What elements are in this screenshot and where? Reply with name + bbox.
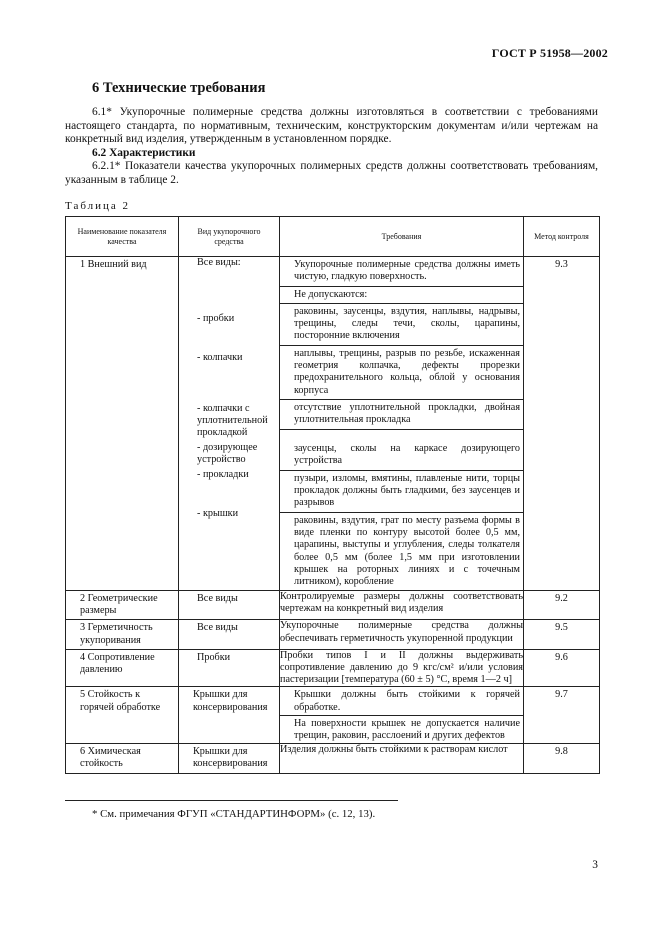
requirement: Крышки должны быть стойкими к горячей обработке. [294,689,520,713]
requirement: Не допускаются: [280,286,523,303]
section-title: 6 Технические требования [92,80,266,96]
closure-type: - дозирующее устройство [197,442,258,466]
requirement: Укупорочные полимерные средства должны иметь чистую, гладкую поверхность. [294,259,520,283]
requirement: Укупорочные полимерные средства должны обеспечивать герметичность укупоренной продукции [280,620,524,649]
closure-type-label: - колпачки с уплотнительной прокладкой [197,403,268,439]
document-header: ГОСТ Р 51958—2002 [491,46,608,60]
requirement: Пробки типов I и II должны выдерживать сопротивление давлению до 9 кгс/см² и/или условия пастеризации [температура (60 ± 5) °С, время 1—2 ч] [280,649,523,686]
closure-type: Все виды [179,620,280,649]
table-row [66,649,600,687]
requirement: отсутствие уплотнительной прокладки, двойная уплотнительная прокладка [280,399,523,429]
paragraph-6-2-1: 6.2.1* Показатели качества укупорочных полимерных средств должны соответствовать требованиям, указанным в таблице 2. [65,160,598,186]
requirement: пузыри, изломы, вмятины, плавленые нити, торцы прокладок должны быть гладкими, без заусенцев и разрывов [280,470,523,512]
footnote: * См. примечания ФГУП «СТАНДАРТИНФОРМ» (с. 12, 13). [92,808,376,820]
table-row [66,591,600,620]
requirements-cell [280,687,524,744]
requirement: Контролируемые размеры должны соответствовать чертежам на конкретный вид изделия [280,591,524,620]
control-method: 9.5 [524,620,600,649]
control-method: 9.2 [524,591,600,620]
requirements-table [65,216,600,774]
quality-indicator: 5 Стойкость к горячей обработке [66,687,179,744]
quality-indicator: 1 Внешний вид [66,257,179,591]
table-header-row [66,217,600,257]
closure-type: Крышки для консервирования [179,687,280,744]
table-row [66,687,600,744]
closure-type: Все виды [179,591,280,620]
quality-indicator: 3 Герметичность укупоривания [66,620,179,649]
table-caption: Таблица 2 [65,200,131,212]
requirement: раковины, вздутия, грат по месту разъема формы в виде пленки по контуру высотой более 0,5 мм, царапины, выступы и углубления, следы толкателя более 0,5 мм (более 1,5 мм при изготовлении крышек на роторных линиях и с точечным литником), коробление [280,512,523,590]
closure-type: Пробки [179,649,280,687]
quality-indicator: 2 Геометрические размеры [66,591,179,620]
requirement: раковины, заусенцы, вздутия, наплывы, надрывы, трещины, следы течи, сколы, царапины, посторонние включения [280,303,523,345]
footnote-divider [65,800,398,801]
closure-type: - пробки [197,313,235,324]
closure-type: - прокладки [197,469,249,480]
control-method: 9.8 [524,744,600,773]
table-row [66,620,600,649]
column-header: Метод контроля [524,217,600,257]
requirement: заусенцы, сколы на каркасе дозирующего устройства [280,429,523,470]
table-row [66,744,600,773]
table-row [66,257,600,591]
closure-type [179,298,279,313]
column-header: Наименование показателя качества [66,217,179,257]
control-method: 9.3 [524,257,600,591]
paragraph-6-1: 6.1* Укупорочные полимерные средства должны изготовляться в соответствии с требованиями настоящего стандарта, по нормативным, техническим, конструкторским документам и/или чертежам на конкретный вид изделия, утвержденным в установленном порядке. [65,106,598,145]
requirement: наплывы, трещины, разрыв по резьбе, искаженная геометрия колпачка, дефекты прорезки предохранительного кольца, облой у основания корпуса [280,345,523,399]
closure-type [179,403,279,442]
requirement: Изделия должны быть стойкими к растворам кислот [280,744,524,773]
requirement: На поверхности крышек не допускается наличие трещин, раковин, расслоений и других дефектов [280,715,523,743]
closure-type: Все виды: [197,257,241,268]
control-method: 9.6 [524,649,600,687]
control-method: 9.7 [524,687,600,744]
closure-type: - крышки [197,508,239,519]
closure-type: Крышки для консервирования [179,744,280,773]
column-header: Требования [280,217,524,257]
closure-type-cell [179,257,280,591]
column-header: Вид укупорочного средства [179,217,280,257]
closure-type: - колпачки [197,352,243,363]
quality-indicator: 4 Сопротивление давлению [66,649,179,687]
quality-indicator: 6 Химическая стойкость [66,744,179,773]
page-number: 3 [592,859,598,871]
subsection-title: 6.2 Характеристики [92,147,196,159]
requirements-cell [280,257,524,591]
